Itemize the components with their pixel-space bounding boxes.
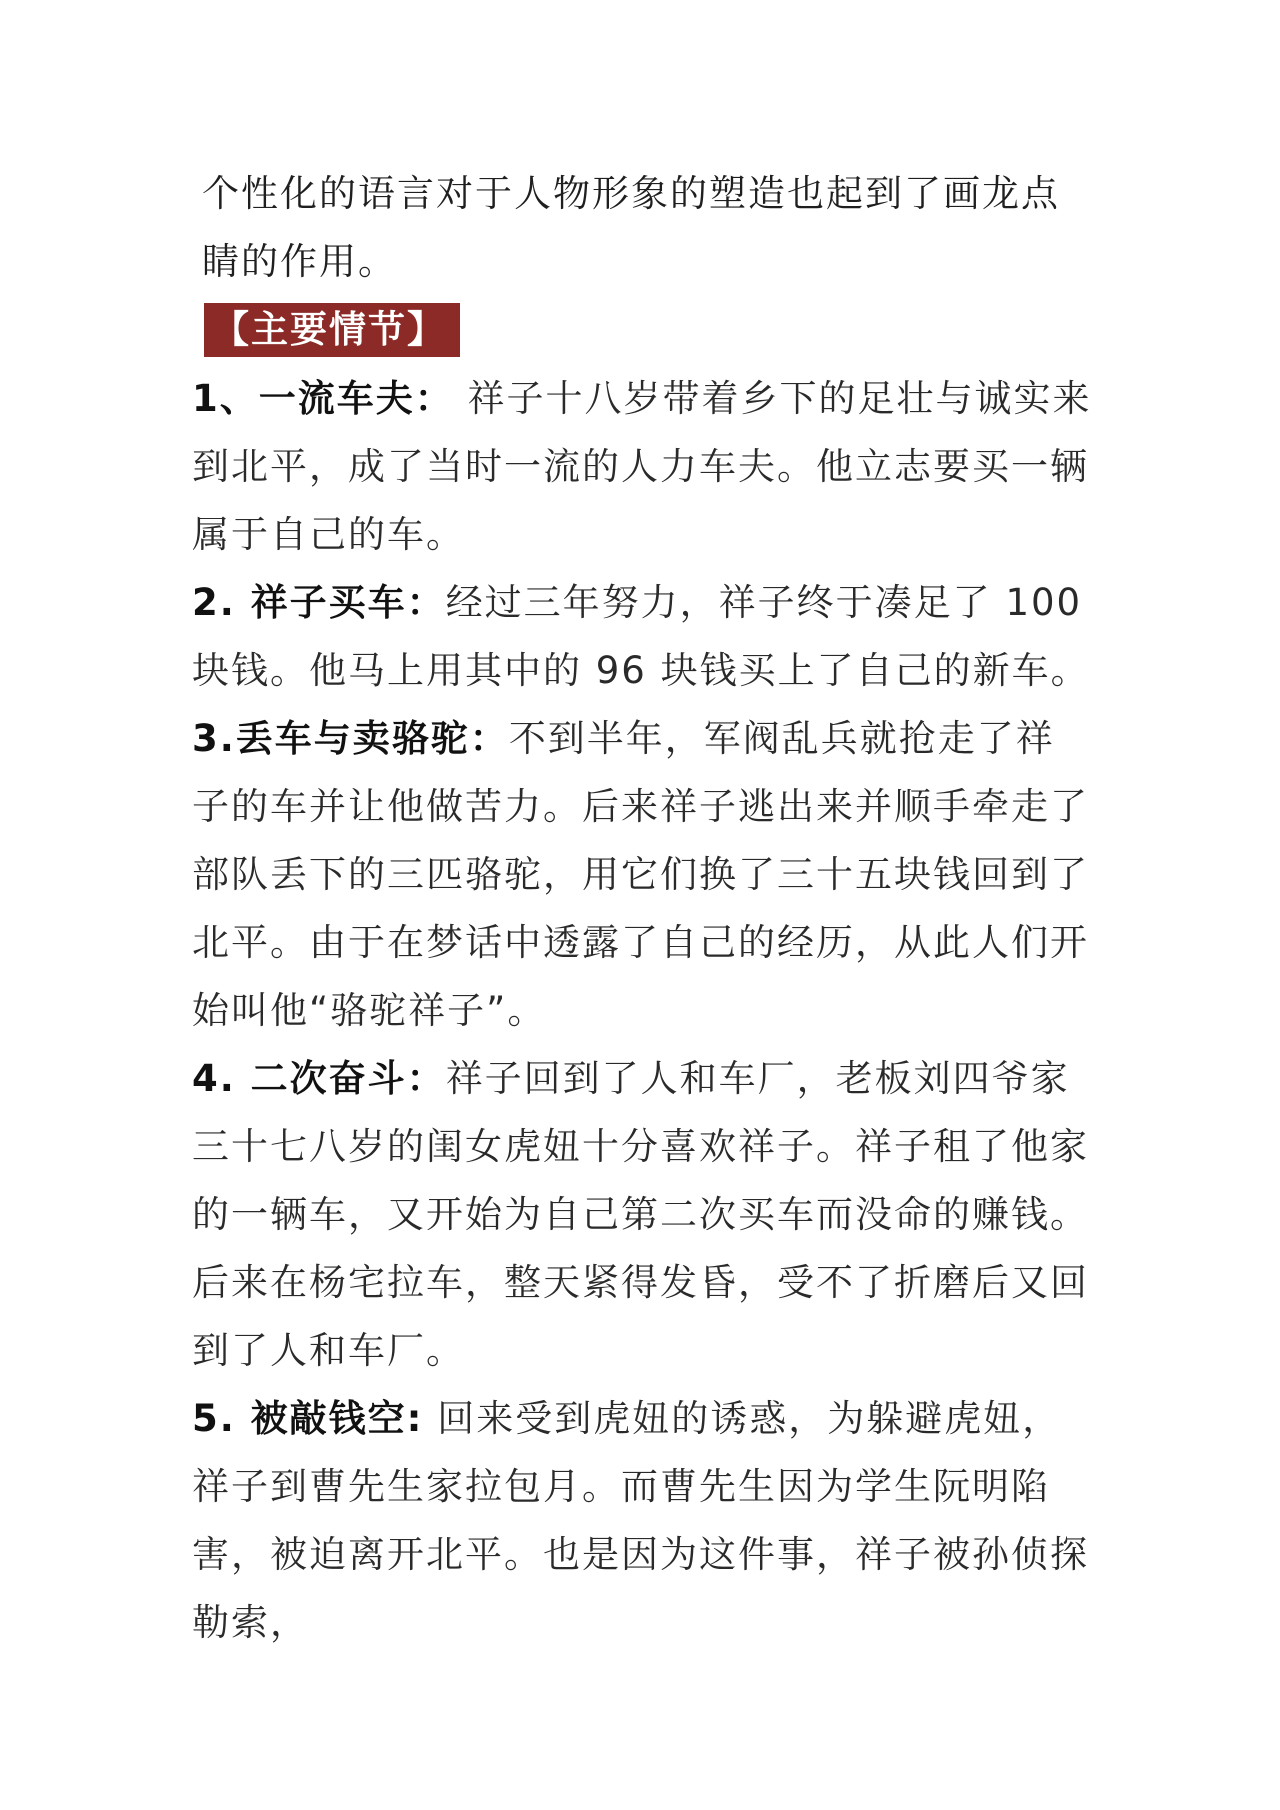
plot-item-3 bbox=[192, 705, 1092, 1045]
plot-item-title: 3.丢车与卖骆驼： bbox=[192, 717, 509, 760]
plot-item-4 bbox=[192, 1045, 1092, 1385]
plot-item-title: 1、一流车夫： bbox=[192, 377, 454, 420]
plot-list bbox=[192, 365, 1092, 1657]
plot-item-text: 祥子回到了人和车厂，老板刘四爷家三十七八岁的闺女虎妞十分喜欢祥子。祥子租了他家的一辆车，又开始为自己第二次买车而没命的赚钱。后来在杨宅拉车，整天紧得发昏，受不了折磨后又回到了人和车厂。 bbox=[192, 1057, 1089, 1372]
intro-paragraph: 个性化的语言对于人物形象的塑造也起到了画龙点睛的作用。 bbox=[202, 172, 1060, 283]
section-heading-main-plot: 【主要情节】 bbox=[204, 303, 460, 357]
plot-item-5 bbox=[192, 1385, 1092, 1657]
plot-item-title: 5. 被敲钱空: bbox=[192, 1397, 424, 1440]
plot-item-text: 回来受到虎妞的诱惑，为躲避虎妞，祥子到曹先生家拉包月。而曹先生因为学生阮明陷害，被迫离开北平。也是因为这件事，祥子被孙侦探勒索， bbox=[192, 1397, 1089, 1644]
document-content bbox=[192, 160, 1092, 1657]
plot-item-title: 2. 祥子买车： bbox=[192, 581, 446, 624]
plot-item-text: 经过三年努力，祥子终于凑足了 100 块钱。他马上用其中的 96 块钱买上了自己的新车。 bbox=[192, 581, 1090, 692]
plot-item-2 bbox=[192, 569, 1092, 705]
plot-item-title: 4. 二次奋斗： bbox=[192, 1057, 446, 1100]
plot-item-text: 不到半年，军阀乱兵就抢走了祥子的车并让他做苦力。后来祥子逃出来并顺手牵走了部队丢下的三匹骆驼，用它们换了三十五块钱回到了北平。由于在梦话中透露了自己的经历，从此人们开始叫他“骆驼祥子”。 bbox=[192, 717, 1089, 1032]
plot-item-text: 祥子十八岁带着乡下的足壮与诚实来到北平，成了当时一流的人力车夫。他立志要买一辆属于自己的车。 bbox=[192, 377, 1092, 556]
plot-item-1 bbox=[192, 365, 1092, 569]
